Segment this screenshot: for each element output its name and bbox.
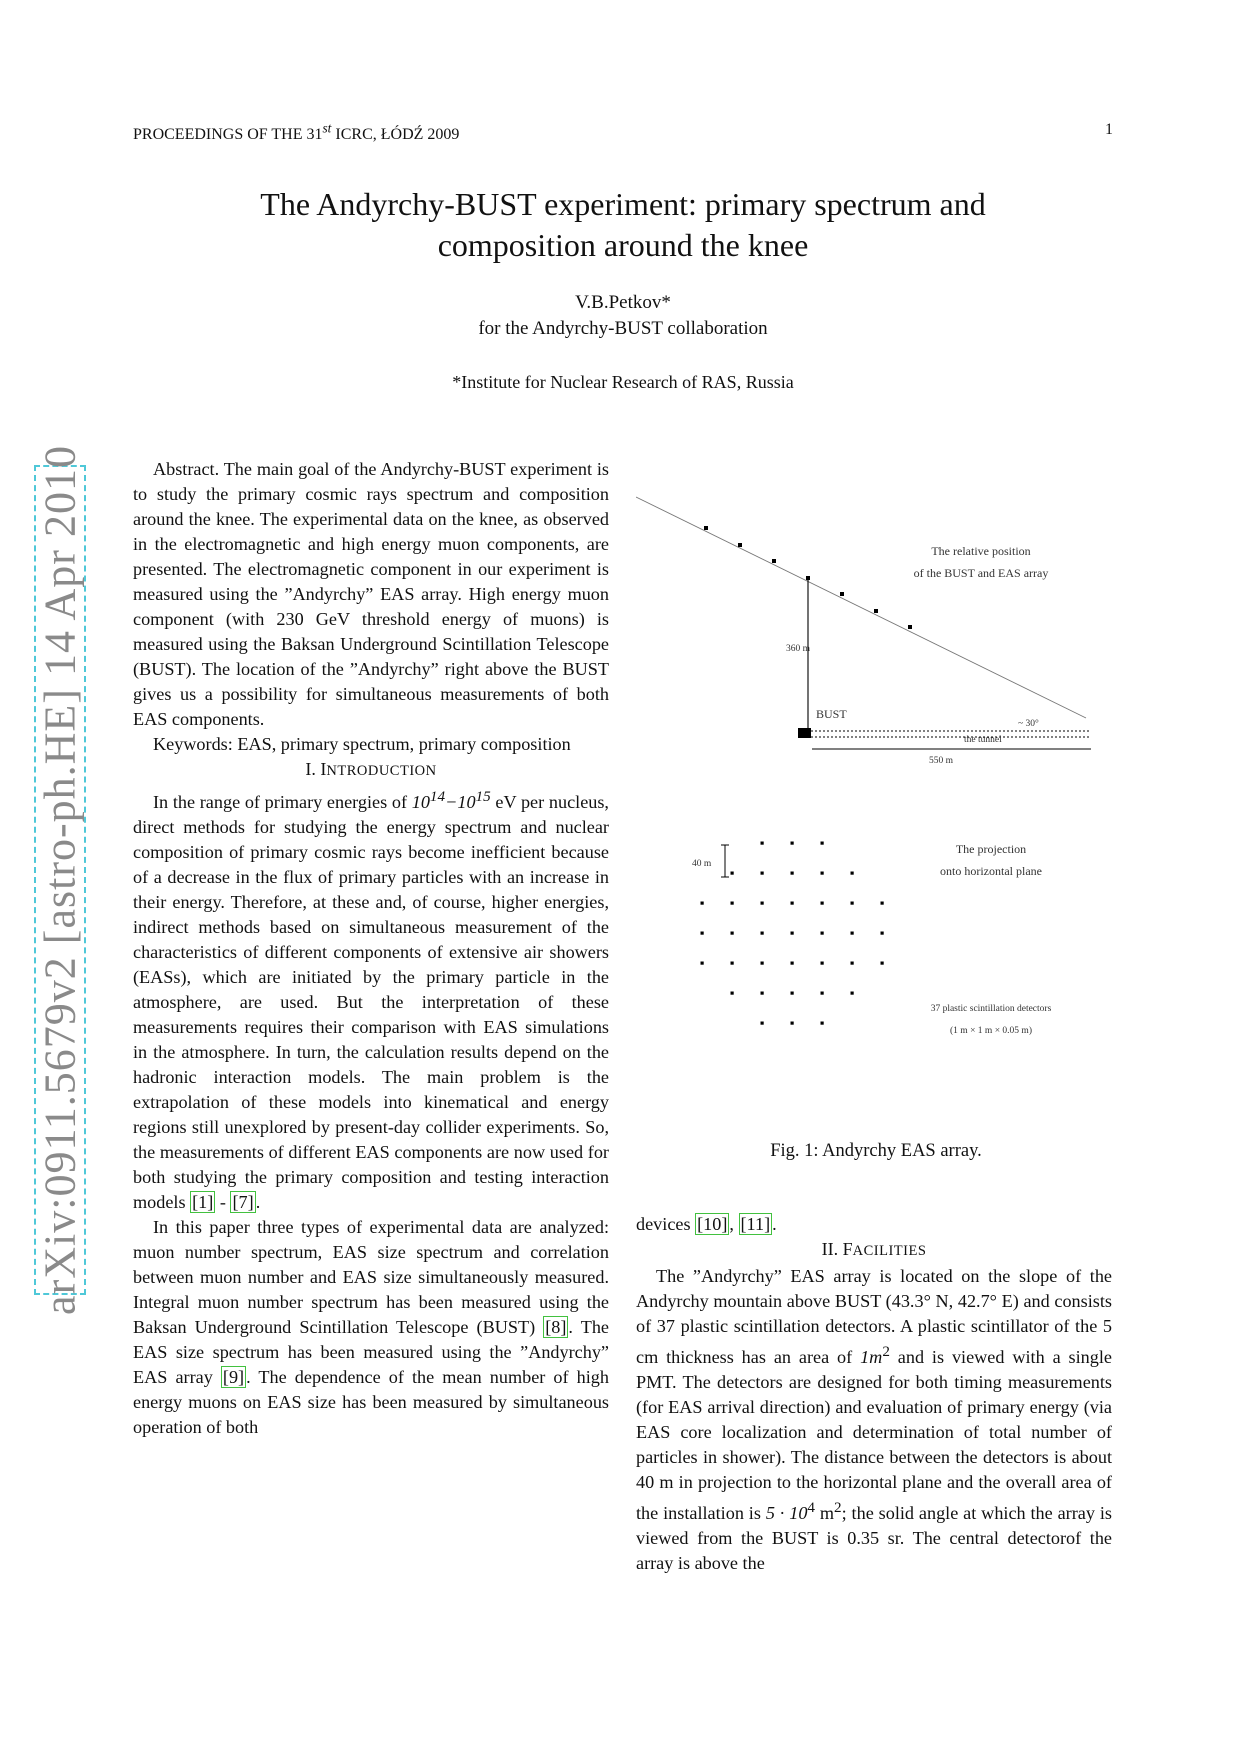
grid-detector bbox=[761, 902, 764, 905]
arxiv-stamp-text: arXiv:0911.5679v2 [astro-ph.HE] 14 Apr 2010 bbox=[35, 445, 85, 1315]
grid-detector bbox=[881, 962, 884, 965]
grid-detector bbox=[851, 962, 854, 965]
author-name: V.B.Petkov* bbox=[575, 292, 671, 313]
grid-detector bbox=[761, 932, 764, 935]
grid-detector bbox=[701, 902, 704, 905]
grid-detector bbox=[791, 932, 794, 935]
citation-link[interactable]: [7] bbox=[232, 1192, 254, 1213]
abstract: Abstract. The main goal of the Andyrchy-BUST experiment is to study the primary cosmic rays spectrum and composition around the knee. The experimental data on the knee, as observed in the electromagnetic and high energy muon components, are presented. The electromagnetic component in our experiment is measured using the ”Andyrchy” EAS array. High energy muon component (with 230 GeV threshold energy of muons) is measured using the Baksan Underground Scintillation Telescope (BUST). The location of the ”Andyrchy” right above the BUST gives us a possibility for simultaneous measurements of both EAS components. bbox=[133, 459, 609, 729]
intro-paragraph-2: In this paper three types of experimental data are analyzed: muon number spectrum, EAS size spectrum and correlation between muon number and EAS size simultaneously measured. Integral muon number spectrum has been measured using the Baksan Underground Scintillation Telescope (BUST) [8] . The EAS size spectrum has been measured using the ”Andyrchy” EAS array [9] . The dependence of the mean number of high energy muons on EAS size has been measured by simultaneous operation of both bbox=[133, 1217, 609, 1438]
author-block bbox=[133, 290, 1113, 342]
slope-detector bbox=[772, 559, 776, 563]
grid-detector bbox=[821, 962, 824, 965]
grid-detector bbox=[731, 872, 734, 875]
grid-detector bbox=[731, 962, 734, 965]
relative-position-label-1: The relative position bbox=[931, 544, 1031, 558]
grid-detector bbox=[821, 902, 824, 905]
arxiv-stamp[interactable] bbox=[34, 445, 86, 1315]
grid-detector bbox=[791, 842, 794, 845]
grid-detector bbox=[731, 992, 734, 995]
relative-position-label-2: of the BUST and EAS array bbox=[913, 566, 1049, 580]
left-column bbox=[133, 457, 609, 1440]
grid-detector bbox=[791, 962, 794, 965]
grid-detector bbox=[821, 872, 824, 875]
affiliation: *Institute for Nuclear Research of RAS, Russia bbox=[452, 372, 794, 392]
grid-detector bbox=[761, 962, 764, 965]
intro-paragraph-1: In the range of primary energies of $10^{14}-10^{15}$ eV per nucleus, direct methods for studying the energy spectrum and nuclear composition of primary cosmic rays become inefficient because of a decrease in the flux of primary particles with an increase in their energy. Therefore, at these and, of course, higher energies, indirect methods based on simultaneous measurement of the characteristics of different components of extensive air showers (EASs), which are initiated by the primary particle in the atmosphere, are used. But the interpretation of these measurements requires their comparison with EAS simulations in the atmosphere. In turn, the calculation results depend on the hadronic interaction models. The main problem is the extrapolation of these models into kinematical and energy regions still unexplored by present-day collider experiments. So, the measurements of different EAS components are now used for both studying the primary composition and testing interaction models [1] - [7] . bbox=[133, 788, 609, 1213]
citation-link[interactable]: [1] bbox=[192, 1192, 214, 1213]
grid-detector bbox=[701, 932, 704, 935]
grid-detector bbox=[791, 992, 794, 995]
grid-detector bbox=[851, 992, 854, 995]
proceedings-title: PROCEEDINGS OF THE 31st ICRC, ŁÓDŹ 2009 bbox=[133, 121, 460, 144]
slope-detector bbox=[908, 625, 912, 629]
title-line-1: The Andyrchy-BUST experiment: primary spectrum and bbox=[260, 186, 986, 222]
citation-link[interactable]: [11] bbox=[740, 1214, 771, 1234]
slope-detector bbox=[806, 576, 810, 580]
angle-label: ~ 30° bbox=[1018, 719, 1039, 729]
grid-detector bbox=[761, 992, 764, 995]
spacing-label: 40 m bbox=[692, 859, 712, 869]
grid-detector bbox=[881, 932, 884, 935]
projection-label-1: The projection bbox=[955, 842, 1027, 856]
slope-detector bbox=[874, 609, 878, 613]
citation-link[interactable]: [10] bbox=[697, 1214, 728, 1234]
devices-line: devices [10] , [11] . bbox=[636, 1214, 777, 1234]
grid-detector bbox=[851, 872, 854, 875]
grid-detector bbox=[821, 842, 824, 845]
figure-andyrchy-array bbox=[636, 485, 1116, 1075]
grid-detector bbox=[821, 1022, 824, 1025]
grid-detector bbox=[701, 962, 704, 965]
detector-grid bbox=[701, 842, 884, 1025]
grid-detector bbox=[761, 842, 764, 845]
right-column bbox=[636, 1212, 1112, 1576]
grid-detector bbox=[791, 872, 794, 875]
grid-detector bbox=[881, 902, 884, 905]
section-heading-facilities: II. FACILITIES bbox=[821, 1239, 927, 1259]
keywords: Keywords: EAS, primary spectrum, primary composition bbox=[153, 734, 571, 754]
bust-label: BUST bbox=[816, 707, 847, 721]
title-line-2: composition around the knee bbox=[437, 227, 809, 263]
grid-detector bbox=[821, 992, 824, 995]
grid-detector bbox=[821, 932, 824, 935]
citation-link[interactable]: [8] bbox=[545, 1317, 567, 1338]
grid-detector bbox=[851, 902, 854, 905]
depth-label: 360 m bbox=[786, 644, 811, 654]
projection-label-2: onto horizontal plane bbox=[940, 864, 1042, 878]
citation-link[interactable]: [9] bbox=[222, 1367, 245, 1388]
facilities-paragraph: The ”Andyrchy” EAS array is located on the slope of the Andyrchy mountain above BUST (43.3° N, 42.7° E) and consists of 37 plastic scintillation detectors. A plastic scintillator of the 5 cm thickness has an area of $1m^2$ and is viewed with a single PMT. The detectors are designed for both timing measurements (for EAS arrival direction) and evaluation of primary energy (via EAS core localization and determination of total number of particles in shower). The distance between the detectors is about 40 m in projection to the horizontal plane and the overall area of the installation is $5 \cdot 10^4$ $m^2$; the solid angle at which the array is viewed from the BUST is 0.35 sr. The central detectorof the array is above the bbox=[636, 1266, 1112, 1574]
grid-detector bbox=[791, 902, 794, 905]
grid-detector bbox=[761, 872, 764, 875]
collaboration: for the Andyrchy-BUST collaboration bbox=[478, 318, 768, 339]
slope-detector bbox=[738, 543, 742, 547]
grid-detector bbox=[731, 902, 734, 905]
grid-detector bbox=[731, 932, 734, 935]
slope-detector bbox=[704, 526, 708, 530]
detectors-label-2: (1 m × 1 m × 0.05 m) bbox=[950, 1026, 1032, 1036]
mountain-slope-line bbox=[636, 497, 1086, 718]
length-label: 550 m bbox=[929, 756, 954, 766]
grid-detector bbox=[851, 932, 854, 935]
running-header bbox=[133, 121, 1113, 144]
page-number: 1 bbox=[1105, 121, 1113, 138]
tunnel-label: the tunnel bbox=[964, 735, 1002, 745]
slope-detector bbox=[840, 592, 844, 596]
paper-title bbox=[133, 184, 1113, 266]
figure-svg bbox=[636, 485, 1116, 1075]
bust-telescope bbox=[798, 728, 811, 738]
section-heading-introduction: I. INTRODUCTION bbox=[305, 759, 437, 779]
grid-detector bbox=[761, 1022, 764, 1025]
detectors-label-1: 37 plastic scintillation detectors bbox=[930, 1004, 1052, 1014]
figure-caption: Fig. 1: Andyrchy EAS array. bbox=[770, 1141, 982, 1161]
grid-detector bbox=[791, 1022, 794, 1025]
